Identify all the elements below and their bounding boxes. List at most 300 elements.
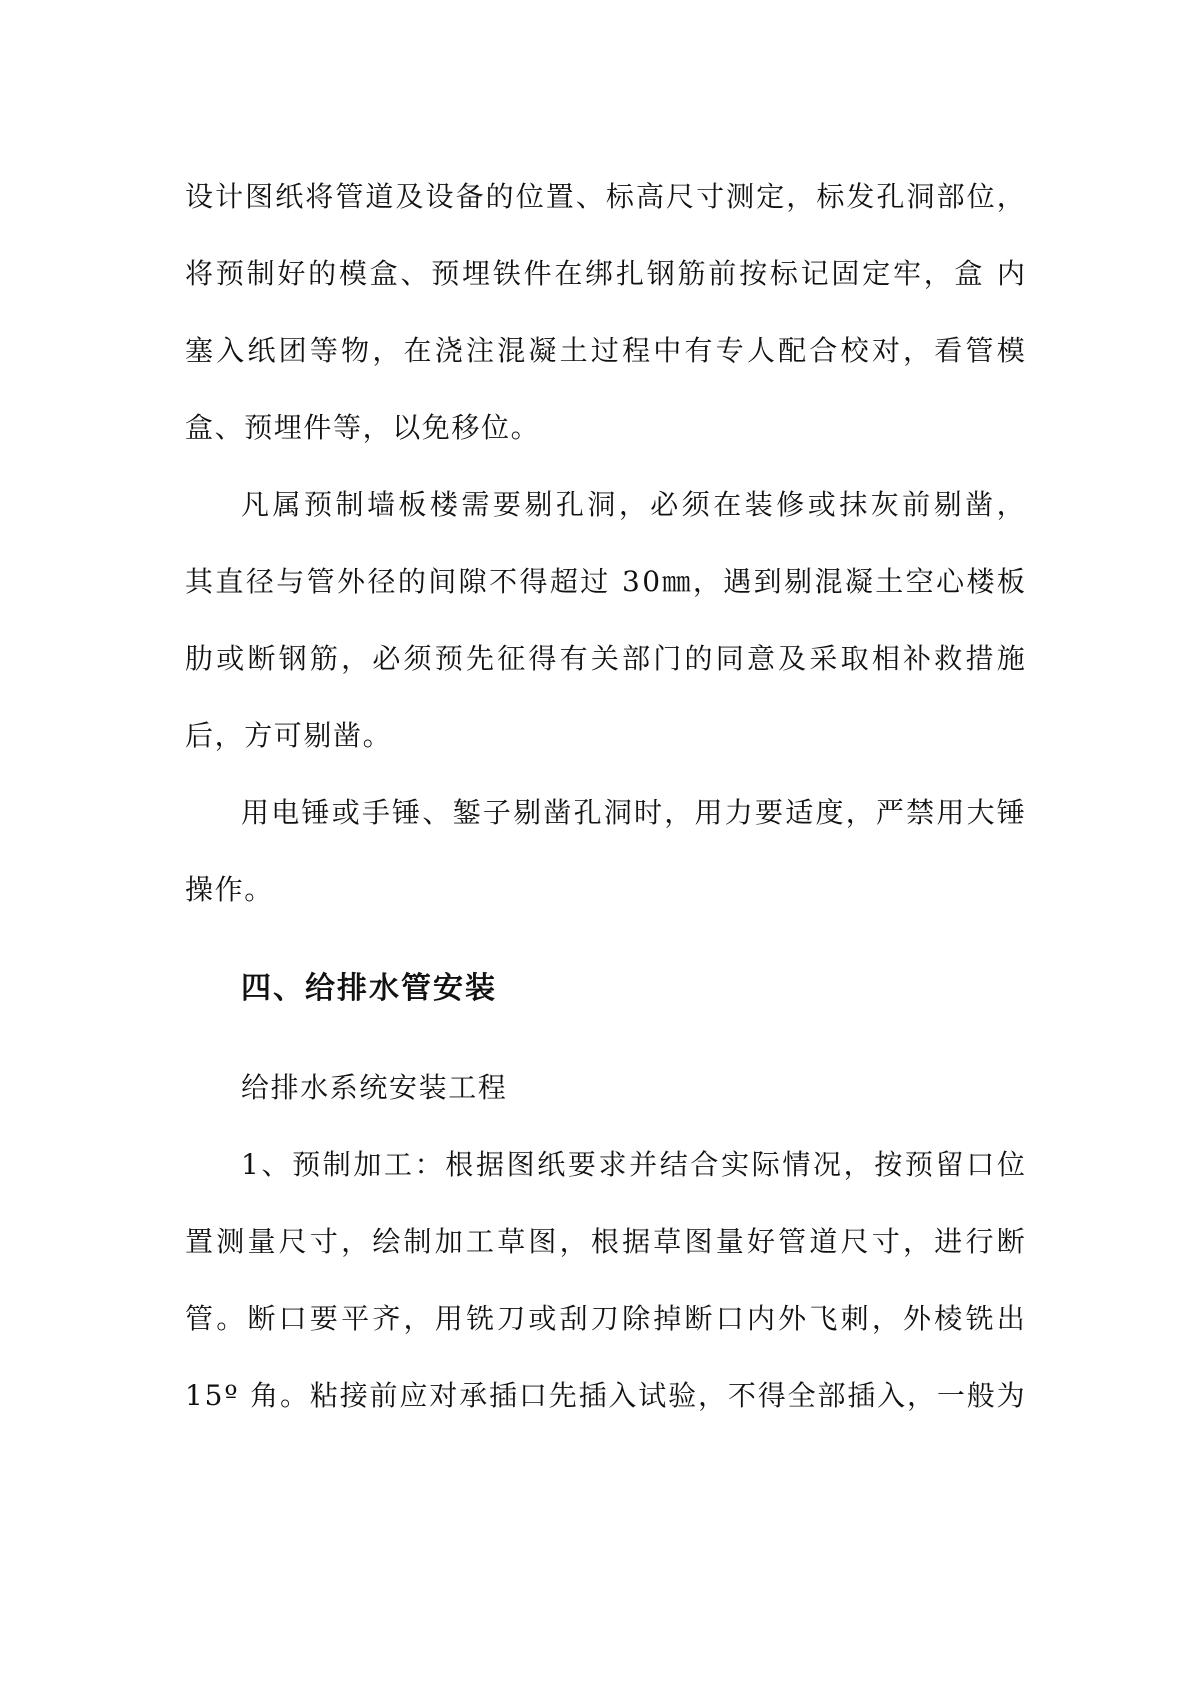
glyph: 固 bbox=[831, 257, 860, 290]
glyph: 在 bbox=[403, 334, 432, 367]
glyph: 计 bbox=[215, 180, 244, 213]
glyph: 心 bbox=[936, 565, 965, 598]
glyph: 将 bbox=[305, 180, 334, 213]
glyph: 扎 bbox=[615, 257, 644, 290]
paragraph-3-line-2: 操作。 bbox=[185, 873, 274, 906]
glyph: 。 bbox=[216, 1302, 245, 1335]
glyph: 浇 bbox=[434, 334, 463, 367]
glyph: 高 bbox=[635, 180, 664, 213]
glyph: 楼 bbox=[966, 565, 995, 598]
glyph: 塞 bbox=[185, 334, 214, 367]
glyph: 必 bbox=[372, 642, 401, 675]
glyph: 到 bbox=[753, 565, 782, 598]
glyph: 预 bbox=[904, 1148, 933, 1181]
glyph: 制 bbox=[322, 1148, 351, 1181]
glyph: 设 bbox=[185, 180, 214, 213]
glyph: 入 bbox=[608, 1379, 637, 1412]
glyph: 预 bbox=[303, 488, 332, 521]
glyph: 凝 bbox=[528, 334, 557, 367]
glyph: 征 bbox=[497, 642, 526, 675]
glyph: ㎜ bbox=[662, 565, 691, 598]
glyph: 混 bbox=[497, 334, 526, 367]
glyph: 插 bbox=[847, 1379, 876, 1412]
glyph: 草 bbox=[653, 1225, 682, 1258]
glyph: 际 bbox=[751, 1148, 780, 1181]
glyph: 飞 bbox=[809, 1302, 838, 1335]
glyph: 取 bbox=[840, 642, 869, 675]
glyph: 尺 bbox=[666, 180, 695, 213]
glyph: 程 bbox=[622, 334, 651, 367]
glyph: 孔 bbox=[555, 488, 584, 521]
glyph: 要 bbox=[567, 1148, 596, 1181]
glyph: 预 bbox=[431, 257, 460, 290]
glyph: 0 bbox=[642, 565, 661, 598]
glyph: 标 bbox=[816, 180, 845, 213]
glyph: 接 bbox=[339, 1379, 368, 1412]
glyph: 属 bbox=[272, 488, 301, 521]
paragraph-2-line-2 bbox=[185, 562, 1025, 602]
glyph: 图 bbox=[684, 1225, 713, 1258]
glyph: 口 bbox=[715, 1302, 744, 1335]
glyph: 全 bbox=[787, 1379, 816, 1412]
glyph: 求 bbox=[598, 1148, 627, 1181]
glyph: 根 bbox=[590, 1225, 619, 1258]
glyph: 般 bbox=[966, 1379, 995, 1412]
glyph: 前 bbox=[369, 1379, 398, 1412]
glyph: 5 bbox=[204, 1379, 223, 1412]
glyph: 制 bbox=[403, 1225, 432, 1258]
glyph: ， bbox=[664, 796, 693, 829]
glyph: 相 bbox=[871, 642, 900, 675]
glyph: 钢 bbox=[278, 642, 307, 675]
glyph: 及 bbox=[395, 180, 424, 213]
glyph: 剔 bbox=[784, 565, 813, 598]
glyph: 有 bbox=[559, 642, 588, 675]
glyph: 先 bbox=[465, 642, 494, 675]
glyph: 设 bbox=[425, 180, 454, 213]
glyph: 位 bbox=[996, 1148, 1025, 1181]
glyph: 。 bbox=[279, 1379, 308, 1412]
glyph: 对 bbox=[429, 1379, 458, 1412]
glyph: 定 bbox=[756, 180, 785, 213]
glyph: 件 bbox=[523, 257, 552, 290]
step-1-line-3 bbox=[185, 1299, 1025, 1339]
glyph: ， bbox=[618, 488, 647, 521]
glyph: 寸 bbox=[871, 1225, 900, 1258]
glyph: ， bbox=[341, 1225, 370, 1258]
glyph: 加 bbox=[434, 1225, 463, 1258]
glyph: 的 bbox=[485, 180, 514, 213]
glyph: 口 bbox=[518, 1379, 547, 1412]
glyph: 为 bbox=[996, 1379, 1025, 1412]
glyph: 、 bbox=[261, 1148, 290, 1181]
glyph: 度 bbox=[815, 796, 844, 829]
glyph: ， bbox=[903, 334, 932, 367]
glyph: 量 bbox=[247, 1225, 276, 1258]
glyph: 钢 bbox=[646, 257, 675, 290]
glyph bbox=[611, 562, 620, 602]
glyph: 棱 bbox=[934, 1302, 963, 1335]
glyph: ， bbox=[843, 1148, 872, 1181]
glyph: ， bbox=[907, 1379, 936, 1412]
glyph: 对 bbox=[871, 334, 900, 367]
glyph: 过 bbox=[580, 565, 609, 598]
glyph: 制 bbox=[246, 257, 275, 290]
glyph: 子 bbox=[482, 796, 511, 829]
glyph: 刀 bbox=[497, 1302, 526, 1335]
glyph: 力 bbox=[724, 796, 753, 829]
glyph: 留 bbox=[935, 1148, 964, 1181]
paragraph-1-line-3 bbox=[185, 331, 1025, 371]
glyph: ， bbox=[871, 1302, 900, 1335]
glyph: 根 bbox=[445, 1148, 474, 1181]
glyph: 须 bbox=[403, 642, 432, 675]
glyph: 超 bbox=[549, 565, 578, 598]
glyph: 手 bbox=[361, 796, 390, 829]
glyph: 图 bbox=[506, 1148, 535, 1181]
glyph: 角 bbox=[250, 1379, 279, 1412]
paragraph-1-line-1 bbox=[185, 177, 1025, 217]
glyph bbox=[985, 254, 994, 294]
glyph: 空 bbox=[905, 565, 934, 598]
glyph: 预 bbox=[215, 257, 244, 290]
glyph bbox=[239, 1376, 248, 1416]
glyph: 专 bbox=[715, 334, 744, 367]
glyph: 内 bbox=[746, 1302, 775, 1335]
paragraph-1-line-4: 盒、预埋件等，以免移位。 bbox=[185, 411, 541, 444]
glyph: 剔 bbox=[933, 488, 962, 521]
glyph: 出 bbox=[996, 1302, 1025, 1335]
glyph: ， bbox=[372, 334, 401, 367]
paragraph-3-line-1 bbox=[241, 793, 1025, 833]
glyph: 部 bbox=[817, 1379, 846, 1412]
glyph: 措 bbox=[965, 642, 994, 675]
glyph: 大 bbox=[966, 796, 995, 829]
glyph: 断 bbox=[996, 1225, 1025, 1258]
glyph: ， bbox=[403, 1302, 432, 1335]
glyph: 验 bbox=[668, 1379, 697, 1412]
glyph: 管 bbox=[306, 565, 335, 598]
glyph: 试 bbox=[638, 1379, 667, 1412]
glyph: 凝 bbox=[844, 565, 873, 598]
glyph: 等 bbox=[309, 334, 338, 367]
glyph: 应 bbox=[399, 1379, 428, 1412]
glyph: 管 bbox=[965, 334, 994, 367]
glyph: 标 bbox=[769, 257, 798, 290]
glyph: 按 bbox=[739, 257, 768, 290]
glyph: 掉 bbox=[653, 1302, 682, 1335]
glyph: 记 bbox=[800, 257, 829, 290]
glyph: 盒 bbox=[369, 257, 398, 290]
glyph: 径 bbox=[367, 565, 396, 598]
glyph: ， bbox=[786, 180, 815, 213]
glyph: 图 bbox=[528, 1225, 557, 1258]
paragraph-1-line-2 bbox=[185, 254, 1025, 294]
glyph: 关 bbox=[590, 642, 619, 675]
glyph: 或 bbox=[807, 488, 836, 521]
glyph: 要 bbox=[754, 796, 783, 829]
glyph: ， bbox=[996, 488, 1025, 521]
glyph: 合 bbox=[690, 1148, 719, 1181]
glyph: 据 bbox=[475, 1148, 504, 1181]
glyph: 间 bbox=[428, 565, 457, 598]
glyph: 好 bbox=[277, 257, 306, 290]
glyph: 修 bbox=[776, 488, 805, 521]
glyph: 凿 bbox=[543, 796, 572, 829]
glyph: 制 bbox=[335, 488, 364, 521]
glyph: ， bbox=[559, 1225, 588, 1258]
glyph: 将 bbox=[185, 257, 214, 290]
glyph: 需 bbox=[461, 488, 490, 521]
step-1-line-4 bbox=[185, 1376, 1025, 1416]
glyph: 、 bbox=[400, 257, 429, 290]
glyph: 除 bbox=[622, 1302, 651, 1335]
glyph: ， bbox=[692, 565, 721, 598]
glyph: 锤 bbox=[301, 796, 330, 829]
glyph: 补 bbox=[903, 642, 932, 675]
glyph: 测 bbox=[726, 180, 755, 213]
glyph: 管 bbox=[185, 1302, 214, 1335]
glyph: 铁 bbox=[492, 257, 521, 290]
glyph: 隙 bbox=[458, 565, 487, 598]
glyph: 铣 bbox=[465, 1302, 494, 1335]
glyph: 发 bbox=[846, 180, 875, 213]
glyph: 插 bbox=[578, 1379, 607, 1412]
glyph: 入 bbox=[216, 334, 245, 367]
glyph: 前 bbox=[902, 488, 931, 521]
glyph: 的 bbox=[684, 642, 713, 675]
glyph: 道 bbox=[809, 1225, 838, 1258]
glyph: 要 bbox=[309, 1302, 338, 1335]
glyph: 管 bbox=[778, 1225, 807, 1258]
glyph: 部 bbox=[622, 642, 651, 675]
glyph: 外 bbox=[778, 1302, 807, 1335]
glyph: 测 bbox=[216, 1225, 245, 1258]
glyph: 筋 bbox=[677, 257, 706, 290]
glyph: 有 bbox=[684, 334, 713, 367]
glyph: 电 bbox=[271, 796, 300, 829]
glyph: 楼 bbox=[429, 488, 458, 521]
glyph: 遇 bbox=[723, 565, 752, 598]
glyph: 板 bbox=[996, 565, 1025, 598]
glyph: 内 bbox=[996, 257, 1025, 290]
glyph: 3 bbox=[621, 565, 640, 598]
glyph: 齐 bbox=[372, 1302, 401, 1335]
glyph: 位 bbox=[515, 180, 544, 213]
step-1-line-2 bbox=[185, 1222, 1025, 1262]
glyph: 径 bbox=[245, 565, 274, 598]
glyph: 凿 bbox=[965, 488, 994, 521]
glyph: 意 bbox=[746, 642, 775, 675]
glyph: 锤 bbox=[392, 796, 421, 829]
glyph: 校 bbox=[840, 334, 869, 367]
glyph: 肋 bbox=[185, 642, 214, 675]
glyph: 土 bbox=[875, 565, 904, 598]
glyph: 孔 bbox=[876, 180, 905, 213]
glyph: 剔 bbox=[524, 488, 553, 521]
glyph: 位 bbox=[966, 180, 995, 213]
glyph: 断 bbox=[247, 1302, 276, 1335]
glyph: 口 bbox=[966, 1148, 995, 1181]
glyph: 道 bbox=[365, 180, 394, 213]
glyph: 1 bbox=[185, 1379, 203, 1412]
glyph: 管 bbox=[335, 180, 364, 213]
glyph: 模 bbox=[996, 334, 1025, 367]
glyph: 抹 bbox=[839, 488, 868, 521]
glyph: 合 bbox=[809, 334, 838, 367]
glyph: 锤 bbox=[996, 796, 1025, 829]
glyph: 看 bbox=[934, 334, 963, 367]
glyph: 置 bbox=[185, 1225, 214, 1258]
glyph: 断 bbox=[247, 642, 276, 675]
glyph: 团 bbox=[278, 334, 307, 367]
glyph: 标 bbox=[605, 180, 634, 213]
glyph: 好 bbox=[746, 1225, 775, 1258]
glyph: 严 bbox=[875, 796, 904, 829]
glyph: 注 bbox=[465, 334, 494, 367]
glyph: 洞 bbox=[603, 796, 632, 829]
glyph: 寸 bbox=[309, 1225, 338, 1258]
glyph: 纸 bbox=[275, 180, 304, 213]
glyph: ， bbox=[923, 257, 952, 290]
glyph: 时 bbox=[634, 796, 663, 829]
glyph: 1 bbox=[241, 1148, 259, 1181]
glyph: 錾 bbox=[452, 796, 481, 829]
glyph: 洞 bbox=[906, 180, 935, 213]
glyph: ， bbox=[698, 1379, 727, 1412]
glyph: 剔 bbox=[513, 796, 542, 829]
glyph: 并 bbox=[629, 1148, 658, 1181]
glyph: 平 bbox=[341, 1302, 370, 1335]
glyph: 在 bbox=[713, 488, 742, 521]
glyph: 行 bbox=[965, 1225, 994, 1258]
glyph: 洞 bbox=[587, 488, 616, 521]
step-1-line-1 bbox=[241, 1145, 1025, 1185]
glyph: 不 bbox=[727, 1379, 756, 1412]
glyph: 工 bbox=[384, 1148, 413, 1181]
glyph: 门 bbox=[653, 642, 682, 675]
glyph: 工 bbox=[465, 1225, 494, 1258]
glyph: 的 bbox=[308, 257, 337, 290]
glyph: 凡 bbox=[241, 488, 270, 521]
glyph: 灰 bbox=[870, 488, 899, 521]
glyph: 不 bbox=[489, 565, 518, 598]
glyph: 铣 bbox=[965, 1302, 994, 1335]
glyph: 禁 bbox=[906, 796, 935, 829]
glyph: 况 bbox=[812, 1148, 841, 1181]
glyph: 、 bbox=[575, 180, 604, 213]
glyph: 配 bbox=[778, 334, 807, 367]
glyph: 草 bbox=[497, 1225, 526, 1258]
glyph: 混 bbox=[814, 565, 843, 598]
glyph: 过 bbox=[590, 334, 619, 367]
glyph: ： bbox=[414, 1148, 443, 1181]
glyph: 外 bbox=[337, 565, 366, 598]
glyph: ， bbox=[341, 642, 370, 675]
paragraph-2-line-3 bbox=[185, 639, 1025, 679]
glyph: 刮 bbox=[559, 1302, 588, 1335]
glyph: 须 bbox=[681, 488, 710, 521]
glyph: 及 bbox=[778, 642, 807, 675]
glyph: 墙 bbox=[366, 488, 395, 521]
glyph: 先 bbox=[548, 1379, 577, 1412]
glyph: 人 bbox=[746, 334, 775, 367]
glyph: 物 bbox=[341, 334, 370, 367]
glyph: 一 bbox=[936, 1379, 965, 1412]
paragraph-2-line-1 bbox=[241, 485, 1025, 525]
glyph: ， bbox=[903, 1225, 932, 1258]
glyph: 量 bbox=[715, 1225, 744, 1258]
glyph: 盒 bbox=[954, 257, 983, 290]
glyph: 牢 bbox=[892, 257, 921, 290]
glyph: 得 bbox=[528, 642, 557, 675]
glyph: 孔 bbox=[573, 796, 602, 829]
glyph: 装 bbox=[744, 488, 773, 521]
glyph: 按 bbox=[874, 1148, 903, 1181]
glyph: 寸 bbox=[696, 180, 725, 213]
glyph: 施 bbox=[996, 642, 1025, 675]
glyph: 部 bbox=[936, 180, 965, 213]
glyph: 绘 bbox=[372, 1225, 401, 1258]
glyph: 土 bbox=[559, 334, 588, 367]
glyph: 或 bbox=[528, 1302, 557, 1335]
glyph: 得 bbox=[519, 565, 548, 598]
glyph: 定 bbox=[862, 257, 891, 290]
glyph: 断 bbox=[684, 1302, 713, 1335]
glyph: 适 bbox=[785, 796, 814, 829]
glyph: 尺 bbox=[840, 1225, 869, 1258]
glyph: 图 bbox=[245, 180, 274, 213]
glyph: 其 bbox=[185, 565, 214, 598]
glyph: 外 bbox=[903, 1302, 932, 1335]
glyph: 预 bbox=[292, 1148, 321, 1181]
glyph: º bbox=[224, 1379, 238, 1412]
glyph: 得 bbox=[757, 1379, 786, 1412]
glyph: 与 bbox=[276, 565, 305, 598]
glyph: 必 bbox=[650, 488, 679, 521]
glyph: 粘 bbox=[309, 1379, 338, 1412]
glyph: 要 bbox=[492, 488, 521, 521]
glyph: 刀 bbox=[590, 1302, 619, 1335]
glyph: 在 bbox=[554, 257, 583, 290]
glyph: 预 bbox=[434, 642, 463, 675]
glyph: 采 bbox=[809, 642, 838, 675]
glyph: 用 bbox=[434, 1302, 463, 1335]
glyph: 模 bbox=[338, 257, 367, 290]
glyph: 、 bbox=[422, 796, 451, 829]
glyph: 同 bbox=[715, 642, 744, 675]
glyph: 或 bbox=[216, 642, 245, 675]
glyph: 备 bbox=[455, 180, 484, 213]
glyph: 筋 bbox=[309, 642, 338, 675]
glyph: 的 bbox=[397, 565, 426, 598]
glyph: 救 bbox=[934, 642, 963, 675]
paragraph-2-line-4: 后，方可剔凿。 bbox=[185, 719, 393, 752]
glyph: 前 bbox=[708, 257, 737, 290]
glyph: 进 bbox=[934, 1225, 963, 1258]
glyph: 刺 bbox=[840, 1302, 869, 1335]
glyph: 纸 bbox=[247, 334, 276, 367]
glyph: 用 bbox=[936, 796, 965, 829]
glyph: 直 bbox=[215, 565, 244, 598]
glyph: 结 bbox=[659, 1148, 688, 1181]
glyph: 插 bbox=[488, 1379, 517, 1412]
glyph: 加 bbox=[353, 1148, 382, 1181]
glyph: 入 bbox=[877, 1379, 906, 1412]
glyph: 实 bbox=[721, 1148, 750, 1181]
glyph: 或 bbox=[331, 796, 360, 829]
glyph: 板 bbox=[398, 488, 427, 521]
